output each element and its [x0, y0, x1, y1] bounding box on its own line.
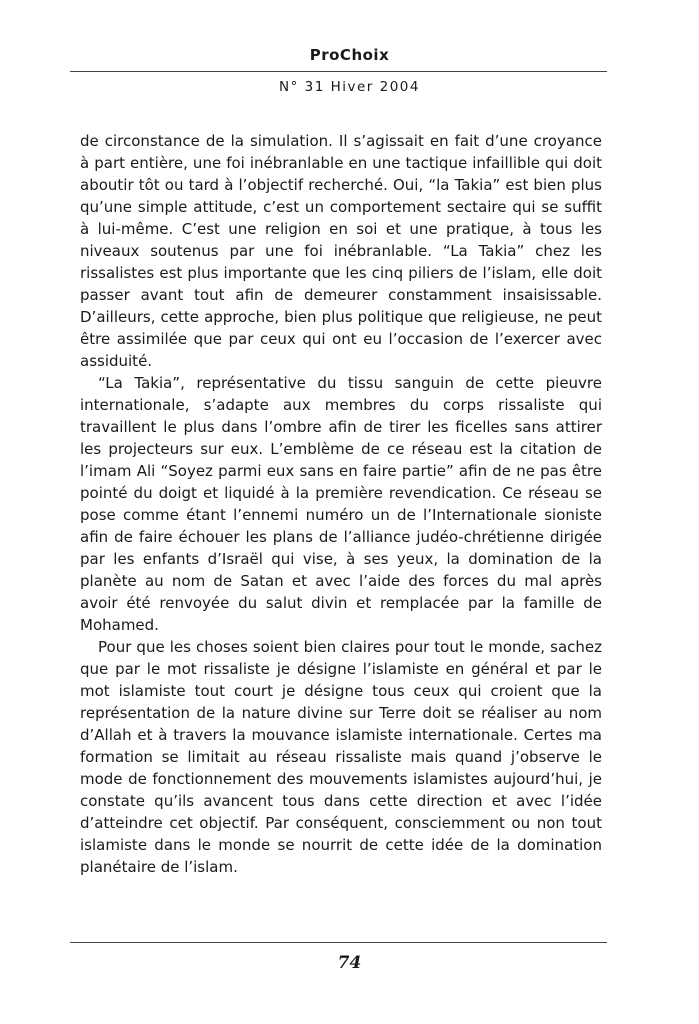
header-rule	[70, 71, 607, 72]
paragraph-3: Pour que les choses soient bien claires pour tout le monde, sachez que par le mot rissaliste je désigne l’islamiste en général et par le mot islamiste tout court je désigne tous ceux qui croient que la représentation de la nature divine sur Terre doit se réaliser au nom d’Allah et à travers la mouvance islamiste internationale. Certes ma formation se limitait au réseau rissaliste mais quand j’observe le mode de fonctionnement des mouvements islamistes aujourd’hui, je constate qu’ils avancent tous dans cette direction et avec l’idée d’atteindre cet objectif. Par conséquent, consciemment ou non tout islamiste dans le monde se nourrit de cette idée de la domination planétaire de l’islam.	[80, 638, 602, 876]
journal-title: ProChoix	[309, 46, 390, 64]
article-body	[80, 130, 602, 878]
paragraph-2: “La Takia”, représentative du tissu sanguin de cette pieuvre internationale, s’adapte aux membres du corps rissaliste qui travaillent le plus dans l’ombre afin de tirer les ficelles sans attirer les projecteurs sur eux. L’emblème de ce réseau est la citation de l’imam Ali “Soyez parmi eux sans en faire partie” afin de ne pas être pointé du doigt et liquidé à la première revendication. Ce réseau se pose comme étant l’ennemi numéro un de l’Internationale sioniste afin de faire échouer les plans de l’alliance judéo-chrétienne dirigée par les enfants d’Israël qui vise, à ses yeux, la domination de la planète au nom de Satan et avec l’aide des forces du mal après avoir été renvoyée du salut divin et remplacée par la famille de Mohamed.	[80, 374, 602, 634]
footer-rule	[70, 942, 607, 943]
paragraph-1: de circonstance de la simulation. Il s’agissait en fait d’une croyance à part entière, une foi inébranlable en une tactique infaillible qui doit aboutir tôt ou tard à l’objectif recherché. Oui, “la Takia” est bien plus qu’une simple attitude, c’est un comportement sectaire qui se suffit à lui-même. C’est une religion en soi et une pratique, à tous les niveaux soutenus par une foi inébranlable. “La Takia” chez les rissalistes est plus importante que les cinq piliers de l’islam, elle doit passer avant tout afin de demeurer constamment insaisissable. D’ailleurs, cette approche, bien plus politique que religieuse, ne peut être assimilée que par ceux qui ont eu l’occasion de l’exercer avec assiduité.	[80, 132, 602, 370]
issue-info: N° 31 Hiver 2004	[278, 79, 420, 95]
page-number: 74	[337, 953, 362, 973]
